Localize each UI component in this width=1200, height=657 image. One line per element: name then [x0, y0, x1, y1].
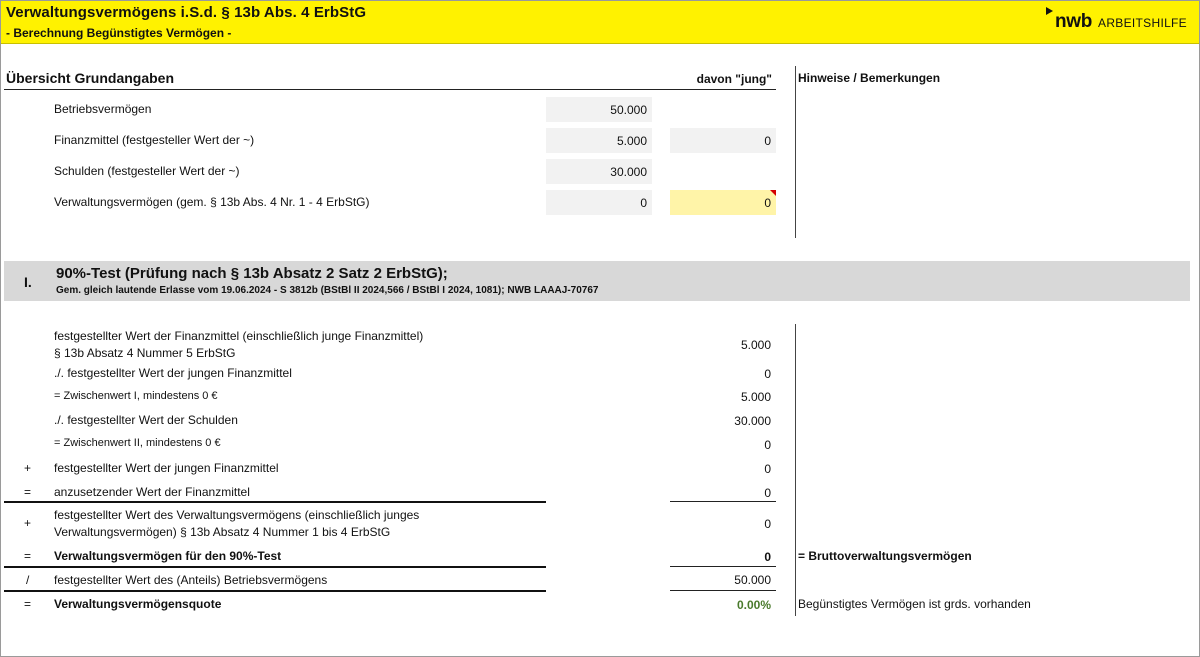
- calc-note: Begünstigtes Vermögen ist grds. vorhanden: [798, 597, 1031, 611]
- logo-triangle-icon: [1046, 7, 1053, 15]
- calc-note: = Bruttoverwaltungsvermögen: [798, 549, 972, 563]
- input-finanzmittel-jung[interactable]: 0: [670, 128, 776, 153]
- overview-label-finanzmittel: Finanzmittel (festgesteller Wert der ~): [54, 133, 255, 147]
- calc-operator: /: [26, 573, 30, 587]
- input-schulden[interactable]: 30.000: [546, 159, 652, 184]
- overview-title: Übersicht Grundangaben: [6, 70, 175, 86]
- calc-label: ./. festgestellter Wert der Schulden: [54, 413, 238, 427]
- calc-value: 0: [764, 486, 771, 500]
- input-verwaltungsvermoegen-jung[interactable]: [670, 190, 776, 215]
- column-jung-header: davon "jung": [696, 72, 772, 86]
- calc-label-line2: § 13b Absatz 4 Nummer 5 ErbStG: [54, 346, 236, 360]
- input-verwaltungsvermoegen-jung-value: 0: [764, 196, 771, 210]
- calc-value-separator: [670, 501, 776, 502]
- calc-value-separator: [670, 566, 776, 567]
- section-subtitle: Gem. gleich lautende Erlasse vom 19.06.2024 - S 3812b (BStBl II 2024,566 / BStBl I 2024, 1081); NWB LAAAJ-70767: [56, 285, 599, 296]
- calc-operator: =: [24, 597, 32, 611]
- calc-quote-value: 0.00%: [736, 598, 771, 612]
- calc-value: 30.000: [734, 414, 771, 428]
- calc-separator: [4, 501, 546, 503]
- calc-value: 0: [764, 550, 771, 564]
- calc-label: Verwaltungsvermögen für den 90%-Test: [54, 549, 282, 563]
- notes-title: Hinweise / Bemerkungen: [798, 71, 941, 85]
- notes-divider-top: [795, 66, 796, 238]
- calc-operator: =: [24, 485, 32, 499]
- calc-label: festgestellter Wert der jungen Finanzmittel: [54, 461, 279, 475]
- notes-divider-bottom: [795, 324, 796, 616]
- calc-label: Verwaltungsvermögensquote: [54, 597, 222, 611]
- calc-value: 50.000: [734, 573, 771, 587]
- section-title: 90%-Test (Prüfung nach § 13b Absatz 2 Satz 2 ErbStG);: [56, 265, 448, 282]
- calc-value: 0: [764, 438, 771, 452]
- page-title: Verwaltungsvermögens i.S.d. § 13b Abs. 4 ErbStG: [6, 4, 367, 21]
- calc-value: 5.000: [740, 338, 771, 352]
- overview-underline: [4, 89, 776, 90]
- calc-label: festgestellter Wert des (Anteils) Betriebsvermögens: [54, 573, 328, 587]
- calc-operator: =: [24, 549, 32, 563]
- calc-value: 0: [764, 367, 771, 381]
- section-band: [4, 261, 1190, 301]
- calc-label: ./. festgestellter Wert der jungen Finanzmittel: [54, 366, 292, 380]
- calc-value: 0: [764, 462, 771, 476]
- comment-indicator-icon[interactable]: [770, 190, 776, 196]
- overview-label-verwaltungsvermoegen: Verwaltungsvermögen (gem. § 13b Abs. 4 Nr. 1 - 4 ErbStG): [54, 195, 370, 209]
- input-finanzmittel[interactable]: 5.000: [546, 128, 652, 153]
- calc-separator: [4, 566, 546, 568]
- calc-separator: [4, 590, 546, 592]
- calc-operator: +: [24, 461, 32, 475]
- calc-value: 5.000: [740, 390, 771, 404]
- calc-label: anzusetzender Wert der Finanzmittel: [54, 485, 250, 499]
- logo-brand: nwb: [1054, 11, 1093, 32]
- calc-label: festgestellter Wert der Finanzmittel (einschließlich junge Finanzmittel): [54, 329, 424, 343]
- calc-operator: +: [24, 516, 32, 530]
- section-number: I.: [24, 274, 32, 290]
- header-bar: [1, 1, 1199, 44]
- calc-label: = Zwischenwert II, mindestens 0 €: [54, 437, 221, 449]
- logo-product: ARBEITSHILFE: [1098, 16, 1187, 30]
- input-betriebsvermoegen[interactable]: 50.000: [546, 97, 652, 122]
- calc-label: = Zwischenwert I, mindestens 0 €: [54, 390, 218, 402]
- calc-label-line2: Verwaltungsvermögen) § 13b Absatz 4 Nummer 1 bis 4 ErbStG: [54, 525, 391, 539]
- input-verwaltungsvermoegen[interactable]: 0: [546, 190, 652, 215]
- calc-label: festgestellter Wert des Verwaltungsvermögens (einschließlich junges: [54, 508, 420, 522]
- overview-label-betriebsvermoegen: Betriebsvermögen: [54, 102, 152, 116]
- page-subtitle: - Berechnung Begünstigtes Vermögen -: [6, 26, 232, 40]
- calc-value-separator: [670, 590, 776, 591]
- calc-value: 0: [764, 517, 771, 531]
- overview-label-schulden: Schulden (festgesteller Wert der ~): [54, 164, 240, 178]
- nwb-logo: [1046, 11, 1187, 33]
